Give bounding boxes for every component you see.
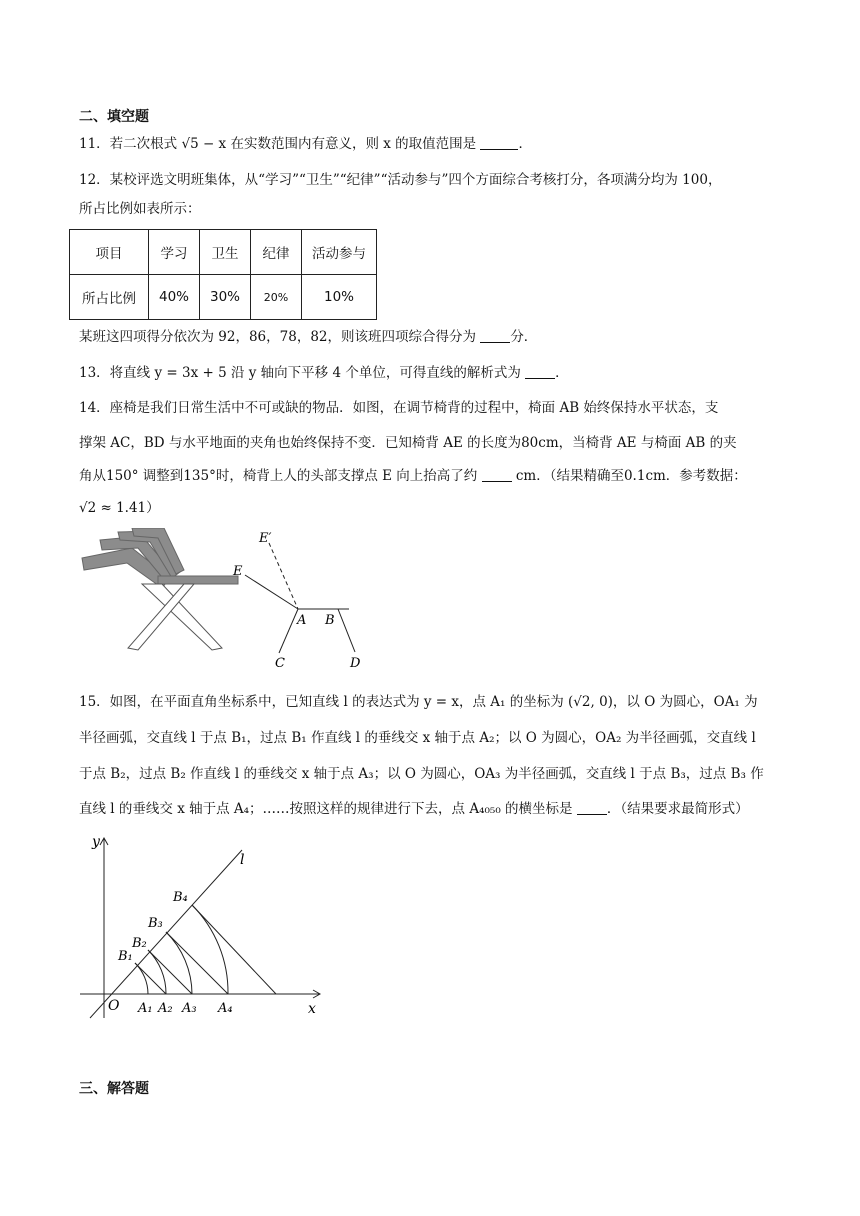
q14-line4: √2 ≈ 1.41） — [79, 500, 160, 516]
label-A3: A₃ — [182, 1001, 197, 1016]
label-B: B — [325, 613, 335, 628]
q13-end: ． — [555, 365, 569, 381]
q13-text: 13．将直线 y = 3x + 5 沿 y 轴向下平移 4 个单位，可得直线的解析式为 — [79, 365, 521, 381]
q12-line2: 所占比例如表所示： — [79, 201, 201, 217]
section-title-fill-in: 二、填空题 — [79, 109, 149, 125]
q15-line3: 于点 B₂，过点 B₂ 作直线 l 的垂线交 x 轴于点 A₃；以 O 为圆心，OA₃ 为半径画弧，交直线 l 于点 B₃，过点 B₃ 作 — [79, 766, 764, 782]
label-origin: O — [108, 998, 120, 1014]
q14-line3-end: cm．（结果精确至0.1cm．参考数据： — [515, 468, 747, 484]
q12-end: 分． — [510, 329, 538, 345]
table-cell: 20% — [251, 275, 302, 320]
label-C: C — [275, 656, 285, 671]
chair-geometry-diagram — [225, 530, 370, 675]
question-13 — [79, 363, 569, 383]
q15-line4-text: 直线 l 的垂线交 x 轴于点 A₄；……按照这样的规律进行下去，点 A₄₀₅₀ 的横坐标是 — [79, 801, 573, 817]
label-y-axis: y — [92, 834, 100, 850]
q14-answer-blank[interactable] — [482, 467, 512, 482]
table-cell: 30% — [200, 275, 251, 320]
chair-illustration — [72, 528, 242, 658]
q14-line3 — [79, 466, 747, 486]
table-header-row — [70, 230, 377, 275]
label-B1: B₁ — [118, 949, 133, 964]
table-cell: 活动参与 — [302, 230, 377, 275]
label-A1: A₁ — [138, 1001, 153, 1016]
section-title-answer: 三、解答题 — [79, 1081, 149, 1097]
label-E: E — [233, 564, 243, 579]
coordinate-diagram — [80, 828, 330, 1020]
table-cell: 项目 — [70, 230, 149, 275]
label-x-axis: x — [308, 1001, 316, 1017]
label-E-prime: E′ — [259, 531, 272, 546]
q15-answer-blank[interactable] — [577, 800, 607, 815]
table-row — [70, 275, 377, 320]
q12-answer-blank[interactable] — [480, 328, 510, 343]
table-cell: 学习 — [149, 230, 200, 275]
q15-line1: 15．如图，在平面直角坐标系中，已知直线 l 的表达式为 y = x，点 A₁ 的坐标为 (√2, 0)，以 O 为圆心，OA₁ 为 — [79, 694, 758, 710]
q12-line3 — [79, 327, 537, 347]
table-cell: 所占比例 — [70, 275, 149, 320]
table-cell: 纪律 — [251, 230, 302, 275]
q11-answer-blank[interactable] — [480, 135, 518, 150]
label-D: D — [350, 656, 361, 671]
table-cell: 10% — [302, 275, 377, 320]
question-11 — [79, 134, 532, 154]
q11-end: ． — [518, 136, 532, 152]
label-B2: B₂ — [132, 936, 147, 951]
q15-line2: 半径画弧，交直线 l 于点 B₁，过点 B₁ 作直线 l 的垂线交 x 轴于点 A₂；以 O 为圆心，OA₂ 为半径画弧，交直线 l — [79, 730, 756, 746]
ratio-table — [69, 229, 377, 320]
label-A4: A₄ — [218, 1001, 233, 1016]
q13-answer-blank[interactable] — [525, 364, 555, 379]
table-cell: 卫生 — [200, 230, 251, 275]
label-B4: B₄ — [173, 890, 188, 905]
q15-line4 — [79, 799, 749, 819]
label-line-l: l — [240, 852, 245, 868]
q14-line1: 14．座椅是我们日常生活中不可或缺的物品．如图，在调节椅背的过程中，椅面 AB 始终保持水平状态，支 — [79, 400, 719, 416]
q15-line4-end: ．（结果要求最简形式） — [606, 801, 749, 817]
q11-text: 11．若二次根式 √5 − x 在实数范围内有意义，则 x 的取值范围是 — [79, 136, 477, 152]
q14-line2: 撑架 AC，BD 与水平地面的夹角也始终保持不变．已知椅背 AE 的长度为80cm，当椅背 AE 与椅面 AB 的夹 — [79, 435, 737, 451]
label-B3: B₃ — [148, 916, 163, 931]
label-A: A — [297, 613, 307, 628]
label-A2: A₂ — [158, 1001, 173, 1016]
q12-line1: 12．某校评选文明班集体，从“学习”“卫生”“纪律”“活动参与”四个方面综合考核打分，各项满分均为 100， — [79, 172, 722, 188]
q12-line3-text: 某班这四项得分依次为 92，86，78，82，则该班四项综合得分为 — [79, 329, 477, 345]
table-cell: 40% — [149, 275, 200, 320]
q14-line3-text: 角从150° 调整到135°时，椅背上人的头部支撑点 E 向上抬高了约 — [79, 468, 478, 484]
